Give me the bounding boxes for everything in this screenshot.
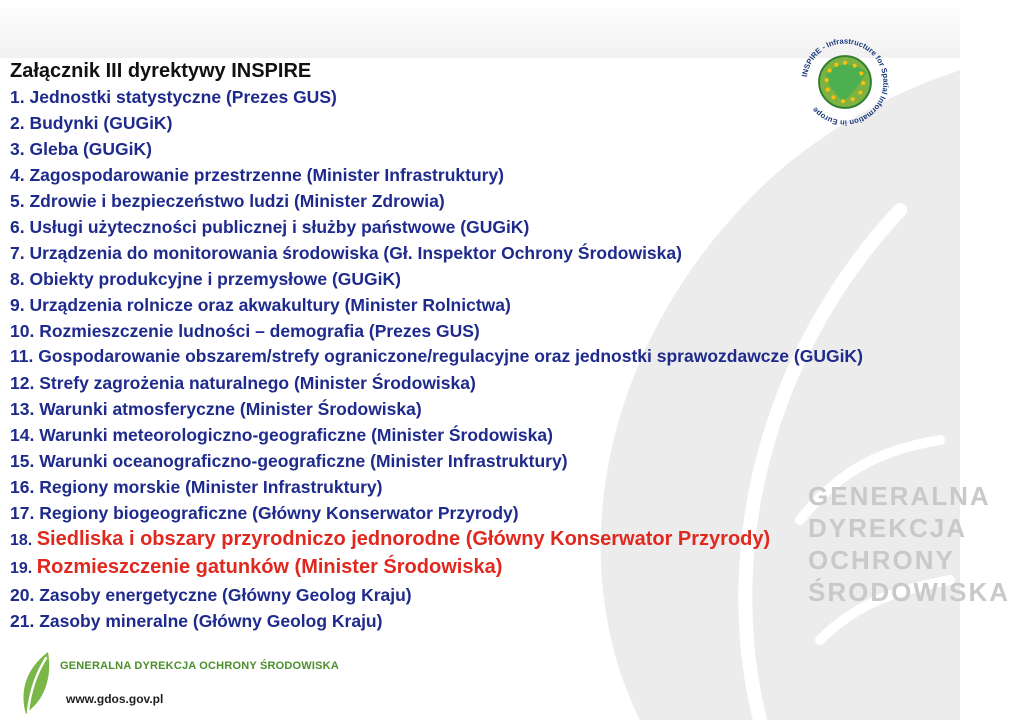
list-item: 11. Gospodarowanie obszarem/strefy ograniczone/regulacyjne oraz jednostki sprawozdawcze (GUGiK) bbox=[10, 346, 863, 366]
list-item: 20. Zasoby energetyczne (Główny Geolog Kraju) bbox=[10, 585, 412, 605]
document-body bbox=[10, 58, 940, 634]
list-item: 15. Warunki oceanograficzno-geograficzne (Minister Infrastruktury) bbox=[10, 451, 568, 471]
list-item: 12. Strefy zagrożenia naturalnego (Minister Środowiska) bbox=[10, 373, 476, 393]
list-item: 2. Budynki (GUGiK) bbox=[10, 113, 173, 133]
watermark-line: DYREKCJA bbox=[808, 513, 968, 543]
list-item: 1. Jednostki statystyczne (Prezes GUS) bbox=[10, 87, 337, 107]
footer-url-link[interactable]: www.gdos.gov.pl bbox=[66, 692, 164, 706]
theme-list bbox=[10, 84, 940, 634]
list-item: 13. Warunki atmosferyczne (Minister Środowiska) bbox=[10, 399, 422, 419]
inspire-ring-text: INSPIRE - Infrastructure for Spatial Information in Europe bbox=[799, 36, 891, 128]
list-item: 10. Rozmieszczenie ludności – demografia (Prezes GUS) bbox=[10, 321, 480, 341]
list-item-highlighted: 19. Rozmieszczenie gatunków (Minister Środowiska) bbox=[10, 556, 503, 578]
footer-org-name: GENERALNA DYREKCJA OCHRONY ŚRODOWISKA bbox=[60, 660, 339, 672]
list-item: 14. Warunki meteorologiczno-geograficzne (Minister Środowiska) bbox=[10, 425, 553, 445]
list-item: 17. Regiony biogeograficzne (Główny Konserwator Przyrody) bbox=[10, 503, 519, 523]
list-item: 3. Gleba (GUGiK) bbox=[10, 139, 152, 159]
list-item-highlighted: 18. Siedliska i obszary przyrodniczo jednorodne (Główny Konserwator Przyrody) bbox=[10, 528, 771, 550]
list-item: 6. Usługi użyteczności publicznej i służby państwowe (GUGiK) bbox=[10, 217, 530, 237]
watermark-line: OCHRONY bbox=[808, 545, 955, 575]
watermark-line: GENERALNA bbox=[808, 481, 991, 511]
watermark-line: ŚRODOWISKA bbox=[808, 577, 1010, 607]
document-title: Załącznik III dyrektywy INSPIRE bbox=[10, 60, 312, 82]
list-item: 4. Zagospodarowanie przestrzenne (Minister Infrastruktury) bbox=[10, 165, 505, 185]
list-item: 5. Zdrowie i bezpieczeństwo ludzi (Minister Zdrowia) bbox=[10, 191, 445, 211]
list-item: 7. Urządzenia do monitorowania środowiska (Gł. Inspektor Ochrony Środowiska) bbox=[10, 243, 682, 263]
list-item: 21. Zasoby mineralne (Główny Geolog Kraju) bbox=[10, 611, 383, 631]
gdos-leaf-icon bbox=[18, 648, 54, 716]
list-item: 9. Urządzenia rolnicze oraz akwakultury (Minister Rolnictwa) bbox=[10, 295, 511, 315]
list-item: 8. Obiekty produkcyjne i przemysłowe (GUGiK) bbox=[10, 269, 401, 289]
list-item: 16. Regiony morskie (Minister Infrastruktury) bbox=[10, 477, 383, 497]
footer-brand bbox=[18, 648, 339, 718]
